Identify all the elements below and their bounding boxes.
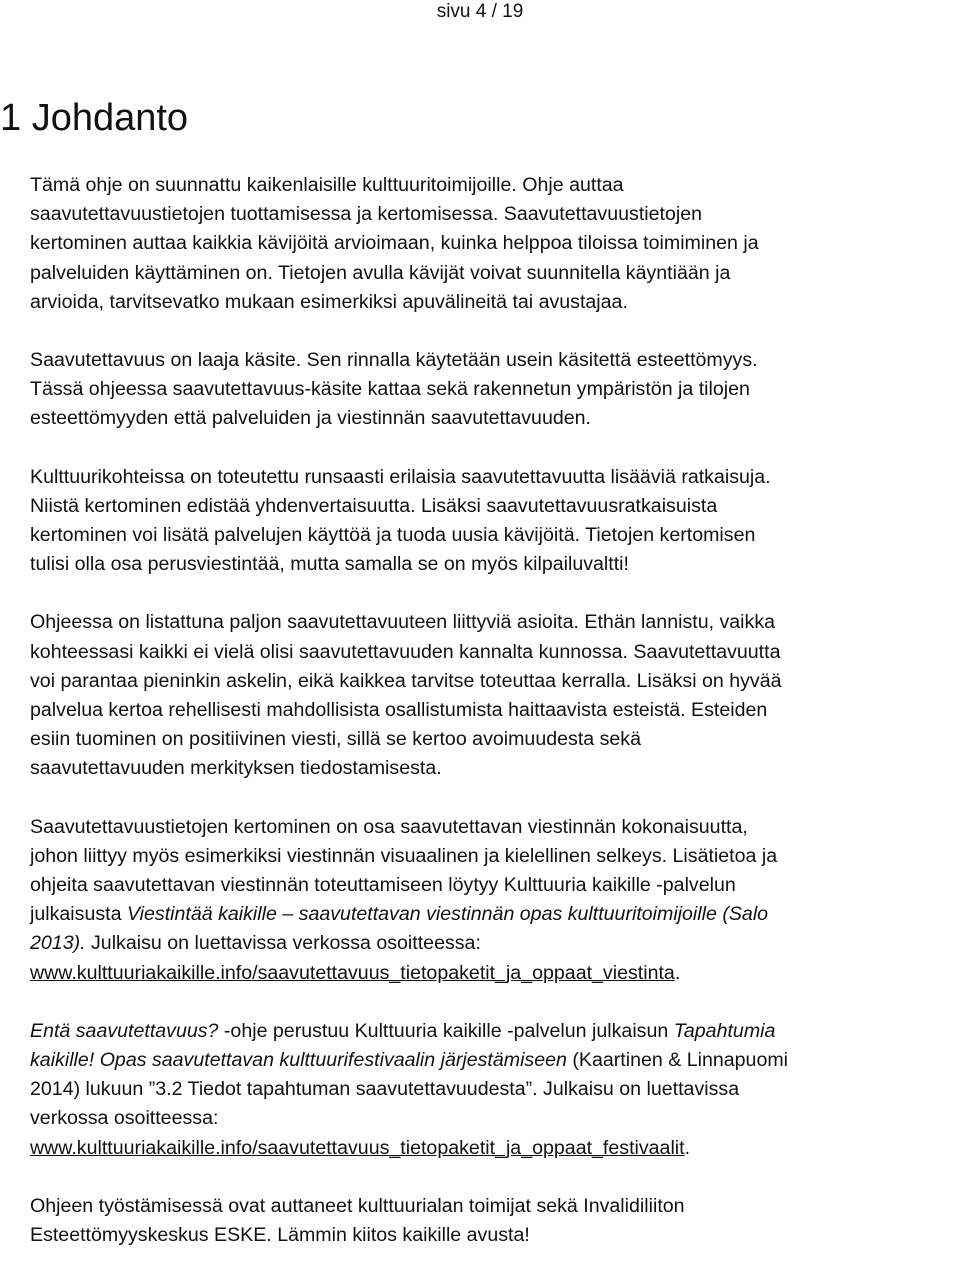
viestinta-link[interactable]: www.kulttuuriakaikille.info/saavutettavuus_tietopaketit_ja_oppaat_viestinta — [30, 961, 675, 984]
text-line: kohteessasi kaikki ei vielä olisi saavutettavuuden kannalta kunnossa. Saavutettavuutta — [30, 640, 781, 663]
text-line: Saavutettavuus on laaja käsite. Sen rinnalla käytetään usein käsitettä esteettömyys. — [30, 349, 758, 372]
text-line: kertominen auttaa kaikkia kävijöitä arvioimaan, kuinka helppoa tiloissa toimiminen ja — [30, 232, 759, 255]
text-line: Esteettömyyskeskus ESKE. Lämmin kiitos kaikille avusta! — [30, 1224, 530, 1247]
text-line: palvelua kertoa rehellisesti mahdollisista osallistumista haittaavista esteistä. Esteiden — [30, 699, 768, 722]
text-line: tulisi olla osa perusviestintää, mutta samalla se on myös kilpailuvaltti! — [30, 553, 629, 576]
text-line: palveluiden käyttäminen on. Tietojen avulla kävijät voivat suunnitella käyntiään ja — [30, 261, 731, 284]
text-line: 2014) lukuun ”3.2 Tiedot tapahtuman saavutettavuudesta”. Julkaisu on luettavissa — [30, 1078, 740, 1101]
text-segment: . — [674, 961, 681, 984]
paragraph-intro — [30, 171, 958, 317]
text-segment: -ohje perustuu Kulttuuria kaikille -palvelun julkaisun — [218, 1019, 674, 1042]
text-segment: . — [684, 1136, 691, 1159]
text-line — [30, 900, 958, 929]
paragraph-definition — [30, 346, 958, 434]
text-line: voi parantaa pieninkin askelin, eikä kaikkea tarvitse toteuttaa kerralla. Lisäksi on hyvää — [30, 669, 782, 692]
page-title: 1 Johdanto — [0, 97, 189, 139]
text-line: esiin tuominen on positiivinen viesti, sillä se kertoo avoimuudesta sekä — [30, 728, 641, 751]
festivaalit-link[interactable]: www.kulttuuriakaikille.info/saavutettavuus_tietopaketit_ja_oppaat_festivaalit — [30, 1136, 685, 1159]
text-line: ohjeita saavutettavan viestinnän toteuttamiseen löytyy Kulttuuria kaikille -palvelun — [30, 874, 736, 897]
publication-title-cont: kaikille! Opas saavutettavan kulttuurifestivaalin järjestämiseen — [30, 1049, 567, 1072]
paragraph-thanks — [30, 1192, 958, 1250]
text-line — [30, 1134, 958, 1163]
guide-title: Entä saavutettavuus? — [30, 1019, 219, 1042]
text-line: johon liittyy myös esimerkiksi viestinnän visuaalinen ja kielellinen selkeys. Lisätietoa ja — [30, 844, 778, 867]
text-line — [30, 1046, 958, 1075]
paragraph-basis — [30, 1017, 958, 1163]
document-body — [30, 171, 958, 1279]
text-line: saavutettavuuden merkityksen tiedostamisesta. — [30, 757, 442, 780]
text-line: kertominen voi lisätä palvelujen käyttöä ja tuoda uusia kävijöitä. Tietojen kertomisen — [30, 524, 756, 547]
paragraph-encouragement — [30, 608, 958, 783]
text-line: Tämä ohje on suunnattu kaikenlaisille kulttuuritoimijoille. Ohje auttaa — [30, 174, 624, 196]
text-line — [30, 929, 958, 958]
text-line: saavutettavuustietojen tuottamisessa ja kertomisessa. Saavutettavuustietojen — [30, 203, 703, 226]
text-line: verkossa osoitteessa: — [30, 1107, 219, 1130]
publication-title: Viestintää kaikille – saavutettavan viestinnän opas kulttuuritoimijoille (Salo — [126, 903, 769, 926]
paragraph-solutions — [30, 463, 958, 580]
text-line: Ohjeen työstämisessä ovat auttaneet kulttuurialan toimijat sekä Invalidiliiton — [30, 1194, 685, 1217]
text-line: Tässä ohjeessa saavutettavuus-käsite kattaa sekä rakennetun ympäristön ja tilojen — [30, 378, 750, 401]
publication-title-end: 2013). — [30, 932, 86, 955]
text-line: Saavutettavuustietojen kertominen on osa saavutettavan viestinnän kokonaisuutta, — [30, 815, 748, 838]
text-line — [30, 959, 958, 988]
paragraph-communication — [30, 813, 958, 988]
text-segment: (Kaartinen & Linnapuomi — [566, 1049, 789, 1072]
page-number: sivu 4 / 19 — [436, 1, 524, 22]
text-line: esteettömyyden että palveluiden ja viestinnän saavutettavuuden. — [30, 407, 591, 430]
text-line: Niistä kertominen edistää yhdenvertaisuutta. Lisäksi saavutettavuusratkaisuista — [30, 494, 718, 517]
text-segment: julkaisusta — [30, 903, 127, 926]
text-segment: Julkaisu on luettavissa verkossa osoitteessa: — [85, 932, 481, 955]
text-line: Ohjeessa on listattuna paljon saavutettavuuteen liittyviä asioita. Ethän lannistu, vaikka — [30, 611, 776, 634]
text-line — [30, 1017, 958, 1046]
text-line: Kulttuurikohteissa on toteutettu runsaasti erilaisia saavutettavuutta lisääviä ratkaisuja. — [30, 465, 771, 488]
publication-title: Tapahtumia — [673, 1019, 776, 1042]
text-line: arvioida, tarvitsevatko mukaan esimerkiksi apuvälineitä tai avustajaa. — [30, 290, 628, 313]
